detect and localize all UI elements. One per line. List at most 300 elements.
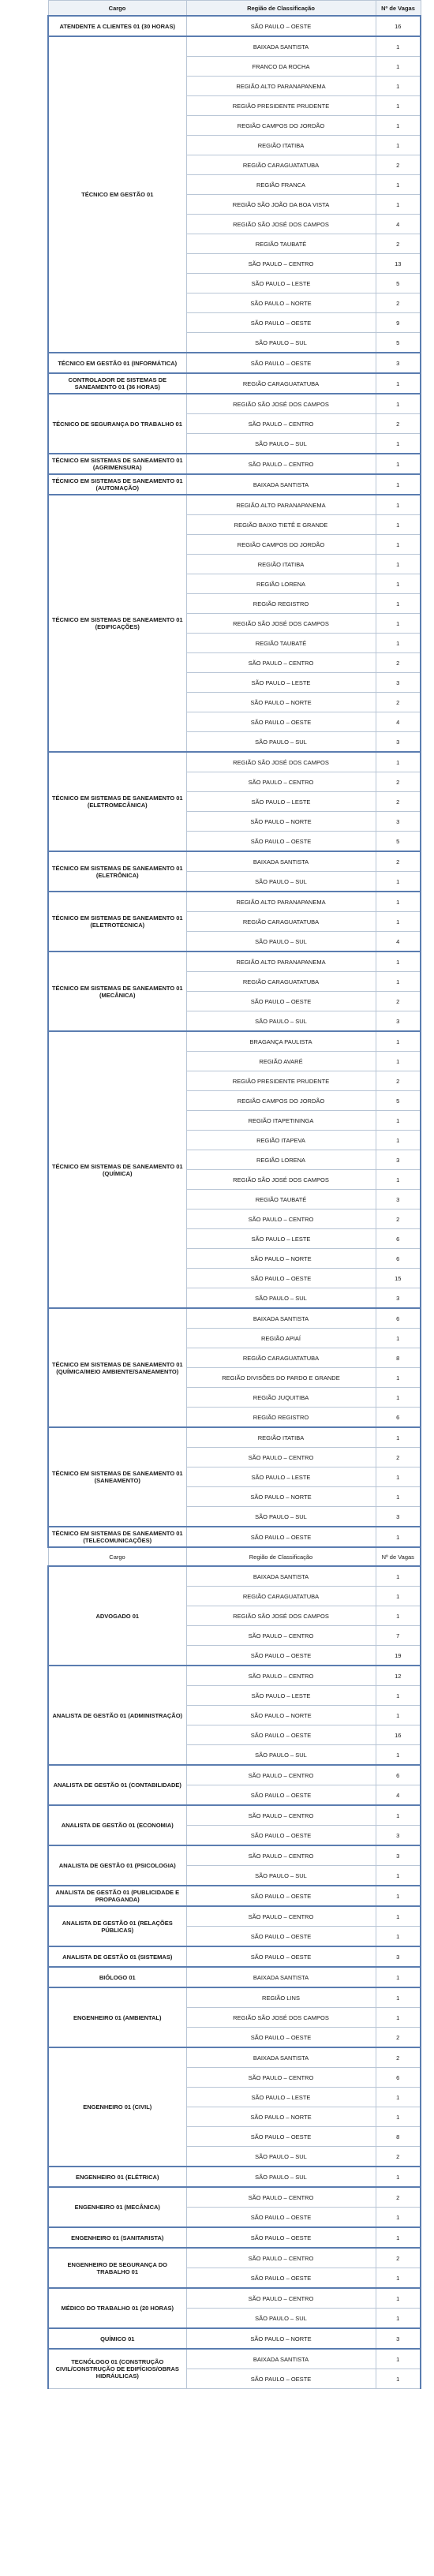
table-row <box>48 2227 421 2248</box>
vagas-cell: 1 <box>376 1587 421 1606</box>
vagas-cell: 2 <box>376 414 421 434</box>
cargo-cell: TÉCNICO EM SISTEMAS DE SANEAMENTO 01 (AUTOMAÇÃO) <box>48 474 186 495</box>
vagas-cell: 2 <box>376 2248 421 2268</box>
vagas-cell: 1 <box>376 2268 421 2289</box>
table-row <box>48 16 421 36</box>
vagas-cell: 1 <box>376 1368 421 1388</box>
vagas-cell: 2 <box>376 234 421 254</box>
vagas-cell: 1 <box>376 1031 421 1052</box>
table-row <box>48 1906 421 1927</box>
vagas-cell: 1 <box>376 136 421 155</box>
regiao-cell: SÃO PAULO – CENTRO <box>186 1209 376 1229</box>
cargo-cell: TÉCNICO EM SISTEMAS DE SANEAMENTO 01 (QUÍMICA) <box>48 1031 186 1308</box>
regiao-cell: BAIXADA SANTISTA <box>186 2349 376 2369</box>
vagas-cell: 1 <box>376 1967 421 1987</box>
cargo-cell: ANALISTA DE GESTÃO 01 (RELAÇÕES PÚBLICAS) <box>48 1906 186 1946</box>
vagas-cell: 1 <box>376 892 421 912</box>
regiao-cell: SÃO PAULO – OESTE <box>186 1927 376 1947</box>
regiao-cell: REGIÃO CARAGUATATUBA <box>186 1348 376 1368</box>
regiao-cell: REGIÃO LORENA <box>186 1150 376 1170</box>
cargo-cell: QUÍMICO 01 <box>48 2328 186 2349</box>
vagas-cell: 3 <box>376 1150 421 1170</box>
regiao-cell: SÃO PAULO – SUL <box>186 1866 376 1886</box>
vagas-cell: 6 <box>376 1408 421 1428</box>
regiao-cell: BAIXADA SANTISTA <box>186 2047 376 2068</box>
vagas-cell: 4 <box>376 1785 421 1806</box>
vagas-cell: 2 <box>376 2147 421 2167</box>
table-row <box>48 454 421 474</box>
regiao-cell: SÃO PAULO – CENTRO <box>186 414 376 434</box>
table-row <box>48 1886 421 1906</box>
vagas-cell: 1 <box>376 972 421 992</box>
vagas-cell: 5 <box>376 333 421 353</box>
table-row <box>48 1946 421 1967</box>
vagas-cell: 9 <box>376 313 421 333</box>
vagas-cell: 1 <box>376 195 421 215</box>
regiao-cell: REGIÃO DIVISÕES DO PARDO E GRANDE <box>186 1368 376 1388</box>
regiao-cell: BRAGANÇA PAULISTA <box>186 1031 376 1052</box>
vagas-cell: 1 <box>376 1329 421 1348</box>
regiao-cell: REGIÃO FRANCA <box>186 175 376 195</box>
cargo-cell: ATENDENTE A CLIENTES 01 (30 HORAS) <box>48 16 186 36</box>
table-row <box>48 892 421 912</box>
vagas-cell: 2 <box>376 155 421 175</box>
vagas-cell: 1 <box>376 2088 421 2107</box>
regiao-cell: REGIÃO SÃO JOÃO DA BOA VISTA <box>186 195 376 215</box>
vagas-cell: 1 <box>376 175 421 195</box>
regiao-cell: REGIÃO CAMPOS DO JORDÃO <box>186 116 376 136</box>
vagas-cell: 7 <box>376 1626 421 1646</box>
vagas-cell: 1 <box>376 614 421 634</box>
table-row <box>48 1566 421 1587</box>
cargo-cell: ANALISTA DE GESTÃO 01 (SISTEMAS) <box>48 1946 186 1967</box>
regiao-cell: SÃO PAULO – CENTRO <box>186 1666 376 1686</box>
vagas-cell: 5 <box>376 832 421 852</box>
regiao-cell: SÃO PAULO – SUL <box>186 2147 376 2167</box>
vagas-cell: 1 <box>376 474 421 495</box>
vagas-cell: 3 <box>376 1946 421 1967</box>
regiao-cell: REGIÃO JUQUITIBA <box>186 1388 376 1408</box>
vagas-cell: 3 <box>376 1826 421 1846</box>
vagas-cell: 1 <box>376 2288 421 2309</box>
header-vagas: Nº de Vagas <box>376 1 421 17</box>
regiao-cell: REGIÃO CAMPOS DO JORDÃO <box>186 535 376 555</box>
vagas-cell: 3 <box>376 1011 421 1032</box>
vagas-cell: 1 <box>376 872 421 892</box>
cargo-cell: TÉCNICO EM SISTEMAS DE SANEAMENTO 01 (QUÍMICA/MEIO AMBIENTE/SANEAMENTO) <box>48 1308 186 1427</box>
regiao-cell: SÃO PAULO – LESTE <box>186 274 376 293</box>
regiao-cell: SÃO PAULO – CENTRO <box>186 653 376 673</box>
table-row <box>48 1527 421 1547</box>
vagas-cell: 1 <box>376 574 421 594</box>
table-row <box>48 851 421 872</box>
table-row <box>48 474 421 495</box>
table-row <box>48 1805 421 1826</box>
regiao-cell: SÃO PAULO – SUL <box>186 932 376 952</box>
regiao-cell: REGIÃO REGISTRO <box>186 594 376 614</box>
vagas-cell: 1 <box>376 1866 421 1886</box>
regiao-cell: REGIÃO CARAGUATATUBA <box>186 155 376 175</box>
regiao-cell: REGIÃO BAIXO TIETÊ E GRANDE <box>186 515 376 535</box>
subheader-vagas: Nº de Vagas <box>376 1547 421 1566</box>
regiao-cell: REGIÃO TAUBATÉ <box>186 1190 376 1209</box>
regiao-cell: SÃO PAULO – NORTE <box>186 1706 376 1725</box>
table-body-part2 <box>48 1566 421 2389</box>
vagas-cell: 1 <box>376 57 421 77</box>
regiao-cell: SÃO PAULO – SUL <box>186 1507 376 1527</box>
regiao-cell: REGIÃO SÃO JOSÉ DOS CAMPOS <box>186 215 376 234</box>
vagas-cell: 6 <box>376 1308 421 1329</box>
vagas-cell: 2 <box>376 1209 421 1229</box>
vagas-cell: 16 <box>376 16 421 36</box>
regiao-cell: REGIÃO PRESIDENTE PRUDENTE <box>186 1071 376 1091</box>
vagas-cell: 1 <box>376 594 421 614</box>
regiao-cell: SÃO PAULO – OESTE <box>186 2268 376 2289</box>
vagas-cell: 1 <box>376 952 421 972</box>
cargo-cell: TÉCNICO EM SISTEMAS DE SANEAMENTO 01 (ELETROMECÂNICA) <box>48 752 186 851</box>
cargo-cell: CONTROLADOR DE SISTEMAS DE SANEAMENTO 01 (36 HORAS) <box>48 373 186 394</box>
vagas-cell: 2 <box>376 792 421 812</box>
vagas-cell: 1 <box>376 77 421 96</box>
vagas-cell: 1 <box>376 1052 421 1071</box>
table-row <box>48 2187 421 2208</box>
regiao-cell: REGIÃO AVARÉ <box>186 1052 376 1071</box>
regiao-cell: BAIXADA SANTISTA <box>186 1967 376 1987</box>
vagas-cell: 1 <box>376 752 421 772</box>
table-header-row <box>48 1 421 17</box>
regiao-cell: REGIÃO CARAGUATATUBA <box>186 912 376 932</box>
cargo-cell: ENGENHEIRO 01 (ELÉTRICA) <box>48 2167 186 2187</box>
regiao-cell: SÃO PAULO – SUL <box>186 1745 376 1766</box>
vagas-cell: 1 <box>376 1706 421 1725</box>
vagas-cell: 3 <box>376 2328 421 2349</box>
cargo-cell: ENGENHEIRO DE SEGURANÇA DO TRABALHO 01 <box>48 2248 186 2288</box>
vagas-cell: 3 <box>376 673 421 693</box>
vagas-cell: 3 <box>376 1288 421 1309</box>
cargo-cell: ENGENHEIRO 01 (SANITARISTA) <box>48 2227 186 2248</box>
regiao-cell: SÃO PAULO – OESTE <box>186 712 376 732</box>
regiao-cell: SÃO PAULO – CENTRO <box>186 1448 376 1467</box>
vagas-cell: 13 <box>376 254 421 274</box>
table-row <box>48 2167 421 2187</box>
regiao-cell: SÃO PAULO – OESTE <box>186 1886 376 1906</box>
vagas-cell: 1 <box>376 1487 421 1507</box>
regiao-cell: SÃO PAULO – NORTE <box>186 293 376 313</box>
vagas-cell: 5 <box>376 274 421 293</box>
regiao-cell: SÃO PAULO – OESTE <box>186 1269 376 1288</box>
cargo-cell: ENGENHEIRO 01 (AMBIENTAL) <box>48 1987 186 2047</box>
regiao-cell: REGIÃO SÃO JOSÉ DOS CAMPOS <box>186 752 376 772</box>
vagas-cell: 2 <box>376 1071 421 1091</box>
regiao-cell: REGIÃO CARAGUATATUBA <box>186 373 376 394</box>
vagas-cell: 1 <box>376 2309 421 2329</box>
vagas-cell: 1 <box>376 1927 421 1947</box>
vagas-cell: 2 <box>376 2187 421 2208</box>
regiao-cell: SÃO PAULO – OESTE <box>186 1785 376 1806</box>
vagas-cell: 1 <box>376 1111 421 1131</box>
regiao-cell: SÃO PAULO – SUL <box>186 872 376 892</box>
cargo-cell: ANALISTA DE GESTÃO 01 (ECONOMIA) <box>48 1805 186 1845</box>
regiao-cell: SÃO PAULO – OESTE <box>186 16 376 36</box>
vagas-cell: 6 <box>376 1249 421 1269</box>
regiao-cell: SÃO PAULO – OESTE <box>186 353 376 373</box>
vagas-cell: 1 <box>376 394 421 414</box>
header-regiao: Região de Classificação <box>186 1 376 17</box>
vagas-cell: 19 <box>376 1646 421 1666</box>
regiao-cell: REGIÃO SÃO JOSÉ DOS CAMPOS <box>186 394 376 414</box>
vagas-cell: 1 <box>376 555 421 574</box>
vagas-cell: 1 <box>376 495 421 515</box>
table-row <box>48 1427 421 1448</box>
regiao-cell: REGIÃO SÃO JOSÉ DOS CAMPOS <box>186 1606 376 1626</box>
table-row <box>48 495 421 515</box>
regiao-cell: SÃO PAULO – LESTE <box>186 1686 376 1706</box>
table-row <box>48 2248 421 2268</box>
regiao-cell: BAIXADA SANTISTA <box>186 1566 376 1587</box>
table-row <box>48 1967 421 1987</box>
vagas-cell: 2 <box>376 851 421 872</box>
vagas-cell: 1 <box>376 1467 421 1487</box>
table-row <box>48 2047 421 2068</box>
regiao-cell: REGIÃO REGISTRO <box>186 1408 376 1428</box>
vagas-cell: 1 <box>376 1745 421 1766</box>
vacancy-document <box>47 0 420 2389</box>
vagas-cell: 6 <box>376 1765 421 1785</box>
vagas-cell: 1 <box>376 454 421 474</box>
regiao-cell: SÃO PAULO – OESTE <box>186 1527 376 1547</box>
table-row <box>48 1845 421 1866</box>
cargo-cell: TÉCNICO EM SISTEMAS DE SANEAMENTO 01 (MECÂNICA) <box>48 952 186 1031</box>
regiao-cell: REGIÃO ALTO PARANAPANEMA <box>186 892 376 912</box>
regiao-cell: REGIÃO SÃO JOSÉ DOS CAMPOS <box>186 614 376 634</box>
vagas-cell: 1 <box>376 2349 421 2369</box>
regiao-cell: SÃO PAULO – NORTE <box>186 2107 376 2127</box>
cargo-cell: TÉCNICO EM SISTEMAS DE SANEAMENTO 01 (AGRIMENSURA) <box>48 454 186 474</box>
regiao-cell: REGIÃO ITAPEVA <box>186 1131 376 1150</box>
cargo-cell: MÉDICO DO TRABALHO 01 (20 HORAS) <box>48 2288 186 2328</box>
vagas-cell: 2 <box>376 2028 421 2048</box>
regiao-cell: SÃO PAULO – OESTE <box>186 1646 376 1666</box>
vagas-cell: 6 <box>376 1229 421 1249</box>
vagas-cell: 3 <box>376 1190 421 1209</box>
cargo-cell: ANALISTA DE GESTÃO 01 (PUBLICIDADE E PROPAGANDA) <box>48 1886 186 1906</box>
regiao-cell: SÃO PAULO – NORTE <box>186 2328 376 2349</box>
regiao-cell: SÃO PAULO – LESTE <box>186 792 376 812</box>
vagas-cell: 1 <box>376 1686 421 1706</box>
cargo-cell: TÉCNICO EM SISTEMAS DE SANEAMENTO 01 (SANEAMENTO) <box>48 1427 186 1527</box>
vagas-cell: 1 <box>376 1987 421 2008</box>
regiao-cell: SÃO PAULO – SUL <box>186 434 376 454</box>
table-row <box>48 394 421 414</box>
table-subheader <box>48 1547 421 1566</box>
regiao-cell: SÃO PAULO – OESTE <box>186 1946 376 1967</box>
vagas-cell: 1 <box>376 434 421 454</box>
cargo-cell: ENGENHEIRO 01 (MECÂNICA) <box>48 2187 186 2227</box>
vagas-cell: 1 <box>376 1131 421 1150</box>
regiao-cell: REGIÃO TAUBATÉ <box>186 234 376 254</box>
regiao-cell: SÃO PAULO – OESTE <box>186 832 376 852</box>
regiao-cell: SÃO PAULO – OESTE <box>186 2369 376 2389</box>
vagas-cell: 5 <box>376 1091 421 1111</box>
vagas-cell: 8 <box>376 1348 421 1368</box>
regiao-cell: SÃO PAULO – CENTRO <box>186 454 376 474</box>
cargo-cell: TÉCNICO EM GESTÃO 01 <box>48 36 186 353</box>
regiao-cell: SÃO PAULO – NORTE <box>186 1487 376 1507</box>
vagas-cell: 1 <box>376 1427 421 1448</box>
vagas-cell: 1 <box>376 2369 421 2389</box>
regiao-cell: SÃO PAULO – SUL <box>186 732 376 753</box>
table-row <box>48 1765 421 1785</box>
regiao-cell: SÃO PAULO – CENTRO <box>186 1906 376 1927</box>
vagas-cell: 2 <box>376 992 421 1011</box>
vagas-cell: 12 <box>376 1666 421 1686</box>
vagas-cell: 15 <box>376 1269 421 1288</box>
vacancy-table <box>47 0 421 2389</box>
regiao-cell: SÃO PAULO – SUL <box>186 2167 376 2187</box>
regiao-cell: SÃO PAULO – OESTE <box>186 1725 376 1745</box>
regiao-cell: SÃO PAULO – LESTE <box>186 2088 376 2107</box>
vagas-cell: 1 <box>376 515 421 535</box>
cargo-cell: BIÓLOGO 01 <box>48 1967 186 1987</box>
regiao-cell: SÃO PAULO – LESTE <box>186 1467 376 1487</box>
regiao-cell: SÃO PAULO – SUL <box>186 2309 376 2329</box>
vagas-cell: 1 <box>376 634 421 653</box>
vagas-cell: 1 <box>376 1170 421 1190</box>
cargo-cell: TÉCNICO EM SISTEMAS DE SANEAMENTO 01 (TELECOMUNICAÇÕES) <box>48 1527 186 1547</box>
subheader-cargo: Cargo <box>48 1547 186 1566</box>
vagas-cell: 1 <box>376 96 421 116</box>
cargo-cell: ANALISTA DE GESTÃO 01 (PSICOLOGIA) <box>48 1845 186 1886</box>
vagas-cell: 1 <box>376 1886 421 1906</box>
vagas-cell: 6 <box>376 2068 421 2088</box>
cargo-cell: TECNÓLOGO 01 (CONSTRUÇÃO CIVIL/CONSTRUÇÃO DE EDIFÍCIOS/OBRAS HIDRÁULICAS) <box>48 2349 186 2389</box>
regiao-cell: REGIÃO ITAPETININGA <box>186 1111 376 1131</box>
cargo-cell: ANALISTA DE GESTÃO 01 (ADMINISTRAÇÃO) <box>48 1666 186 1765</box>
vagas-cell: 1 <box>376 1606 421 1626</box>
regiao-cell: SÃO PAULO – CENTRO <box>186 2187 376 2208</box>
vagas-cell: 1 <box>376 373 421 394</box>
regiao-cell: SÃO PAULO – OESTE <box>186 992 376 1011</box>
table-row <box>48 373 421 394</box>
header-cargo: Cargo <box>48 1 186 17</box>
vagas-cell: 2 <box>376 693 421 712</box>
regiao-cell: REGIÃO ALTO PARANAPANEMA <box>186 77 376 96</box>
regiao-cell: REGIÃO APIAÍ <box>186 1329 376 1348</box>
regiao-cell: REGIÃO CARAGUATATUBA <box>186 972 376 992</box>
table-row <box>48 36 421 57</box>
vagas-cell: 2 <box>376 772 421 792</box>
regiao-cell: SÃO PAULO – OESTE <box>186 313 376 333</box>
vagas-cell: 3 <box>376 732 421 753</box>
regiao-cell: SÃO PAULO – LESTE <box>186 1229 376 1249</box>
table-row <box>48 353 421 373</box>
vagas-cell: 1 <box>376 2167 421 2187</box>
regiao-cell: SÃO PAULO – SUL <box>186 333 376 353</box>
cargo-cell: TÉCNICO EM GESTÃO 01 (INFORMÁTICA) <box>48 353 186 373</box>
regiao-cell: SÃO PAULO – LESTE <box>186 673 376 693</box>
vagas-cell: 3 <box>376 1845 421 1866</box>
regiao-cell: BAIXADA SANTISTA <box>186 1308 376 1329</box>
regiao-cell: BAIXADA SANTISTA <box>186 474 376 495</box>
regiao-cell: REGIÃO LINS <box>186 1987 376 2008</box>
regiao-cell: SÃO PAULO – CENTRO <box>186 254 376 274</box>
vagas-cell: 1 <box>376 1527 421 1547</box>
regiao-cell: SÃO PAULO – CENTRO <box>186 2248 376 2268</box>
vagas-cell: 2 <box>376 1448 421 1467</box>
vagas-cell: 1 <box>376 535 421 555</box>
table-body-part1 <box>48 16 421 1547</box>
regiao-cell: REGIÃO PRESIDENTE PRUDENTE <box>186 96 376 116</box>
regiao-cell: SÃO PAULO – OESTE <box>186 2127 376 2147</box>
vagas-cell: 1 <box>376 1388 421 1408</box>
regiao-cell: REGIÃO ALTO PARANAPANEMA <box>186 952 376 972</box>
regiao-cell: REGIÃO ITATIBA <box>186 555 376 574</box>
cargo-cell: TÉCNICO EM SISTEMAS DE SANEAMENTO 01 (EDIFICAÇÕES) <box>48 495 186 752</box>
regiao-cell: SÃO PAULO – SUL <box>186 1288 376 1309</box>
regiao-cell: REGIÃO ALTO PARANAPANEMA <box>186 495 376 515</box>
vagas-cell: 3 <box>376 812 421 832</box>
regiao-cell: REGIÃO SÃO JOSÉ DOS CAMPOS <box>186 2008 376 2028</box>
regiao-cell: REGIÃO CARAGUATATUBA <box>186 1587 376 1606</box>
vagas-cell: 1 <box>376 912 421 932</box>
vagas-cell: 1 <box>376 36 421 57</box>
vagas-cell: 3 <box>376 353 421 373</box>
regiao-cell: SÃO PAULO – CENTRO <box>186 2068 376 2088</box>
table-row <box>48 752 421 772</box>
regiao-cell: FRANCO DA ROCHA <box>186 57 376 77</box>
regiao-cell: REGIÃO CAMPOS DO JORDÃO <box>186 1091 376 1111</box>
regiao-cell: SÃO PAULO – NORTE <box>186 693 376 712</box>
regiao-cell: SÃO PAULO – CENTRO <box>186 1805 376 1826</box>
table-row <box>48 1987 421 2008</box>
regiao-cell: REGIÃO LORENA <box>186 574 376 594</box>
regiao-cell: SÃO PAULO – OESTE <box>186 2028 376 2048</box>
regiao-cell: REGIÃO SÃO JOSÉ DOS CAMPOS <box>186 1170 376 1190</box>
regiao-cell: SÃO PAULO – CENTRO <box>186 772 376 792</box>
vagas-cell: 16 <box>376 1725 421 1745</box>
regiao-cell: SÃO PAULO – CENTRO <box>186 1626 376 1646</box>
vagas-cell: 1 <box>376 1805 421 1826</box>
regiao-cell: SÃO PAULO – CENTRO <box>186 1765 376 1785</box>
regiao-cell: REGIÃO TAUBATÉ <box>186 634 376 653</box>
vagas-cell: 4 <box>376 712 421 732</box>
vagas-cell: 2 <box>376 2047 421 2068</box>
regiao-cell: SÃO PAULO – NORTE <box>186 1249 376 1269</box>
table-row <box>48 2288 421 2309</box>
table-row <box>48 952 421 972</box>
regiao-cell: SÃO PAULO – OESTE <box>186 1826 376 1846</box>
table-row <box>48 2328 421 2349</box>
table-row <box>48 1031 421 1052</box>
regiao-cell: SÃO PAULO – CENTRO <box>186 1845 376 1866</box>
vagas-cell: 4 <box>376 932 421 952</box>
vagas-cell: 2 <box>376 653 421 673</box>
table-row <box>48 1666 421 1686</box>
vagas-cell: 1 <box>376 2107 421 2127</box>
vagas-cell: 2 <box>376 293 421 313</box>
vagas-cell: 1 <box>376 1906 421 1927</box>
regiao-cell: SÃO PAULO – NORTE <box>186 812 376 832</box>
regiao-cell: SÃO PAULO – SUL <box>186 1011 376 1032</box>
regiao-cell: SÃO PAULO – OESTE <box>186 2227 376 2248</box>
cargo-cell: TÉCNICO EM SISTEMAS DE SANEAMENTO 01 (ELETRÔNICA) <box>48 851 186 892</box>
regiao-cell: REGIÃO ITATIBA <box>186 136 376 155</box>
cargo-cell: ENGENHEIRO 01 (CIVIL) <box>48 2047 186 2167</box>
regiao-cell: BAIXADA SANTISTA <box>186 851 376 872</box>
vagas-cell: 4 <box>376 215 421 234</box>
vagas-cell: 1 <box>376 2008 421 2028</box>
regiao-cell: BAIXADA SANTISTA <box>186 36 376 57</box>
